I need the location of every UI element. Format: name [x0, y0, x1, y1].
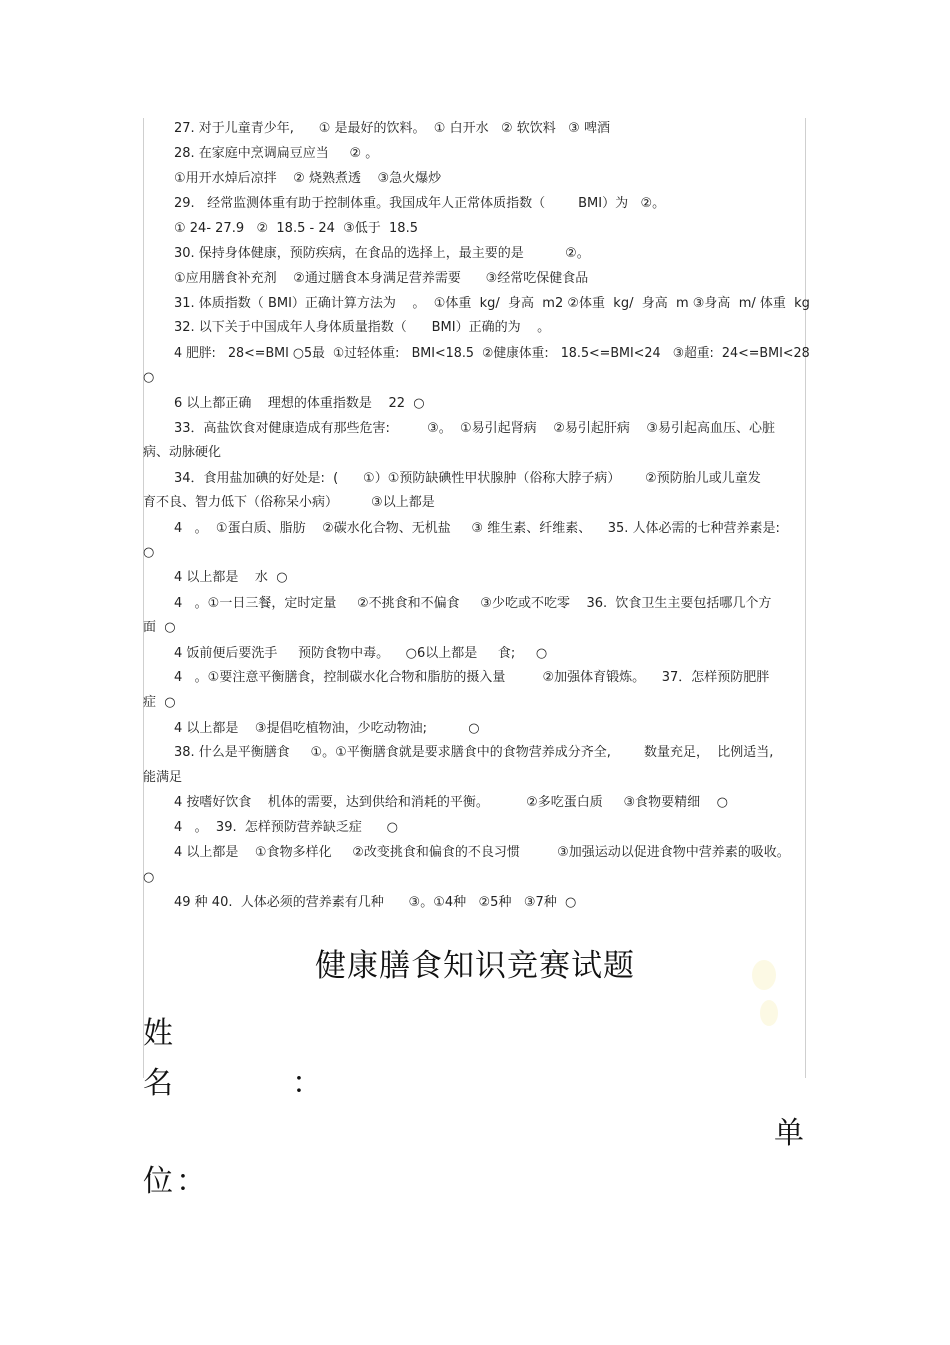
- text-line: 4 。 ①蛋白质、脂肪 ②碳水化合物、无机盐 ③ 维生素、纤维素、 35. 人体必需的七种营养素是:: [174, 521, 780, 536]
- text-line: ①用开水焯后凉拌 ② 烧熟煮透 ③急火爆炒: [174, 171, 442, 186]
- text-line: 27. 对于儿童青少年, ① 是最好的饮料。 ① 白开水 ② 软饮料 ③ 啤酒: [174, 121, 610, 136]
- text-line: 4 。 39. 怎样预防营养缺乏症 ○: [174, 820, 399, 835]
- text-line: 38. 什么是平衡膳食 ①。①平衡膳食就是要求膳食中的食物营养成分齐全, 数量充足， 比例适当,: [174, 745, 774, 760]
- text-line: 4 。①一日三餐，定时定量 ②不挑食和不偏食 ③少吃或不吃零 36. 饮食卫生主要包括哪几个方: [174, 596, 772, 611]
- text-line: 33．高盐饮食对健康造成有那些危害: ③。 ①易引起肾病 ②易引起肝病 ③易引起高血压、心脏: [174, 421, 776, 436]
- text-line: 能满足: [143, 770, 183, 785]
- text-line: 49 种 40. 人体必须的营养素有几种 ③。①4种 ②5种 ③7种 ○: [174, 895, 577, 910]
- text-line: 4 按嗜好饮食 机体的需要，达到供给和消耗的平衡。 ②多吃蛋白质 ③食物要精细 ○: [174, 795, 728, 810]
- text-line: 31. 体质指数（ BMI）正确计算方法为 。 ①体重 kg/ 身高 m2 ②体重 kg/ 身高 m ③身高 m/ 体重 kg: [174, 296, 810, 311]
- name-label-char-2: 名: [143, 1066, 173, 1101]
- name-label-char-1: 姓: [143, 1016, 173, 1051]
- decorative-blot: [760, 1000, 778, 1026]
- page-border-left: [143, 118, 144, 1078]
- text-line: 32. 以下关于中国成年人身体质量指数（ BMI）正确的为 。: [174, 320, 551, 335]
- text-line: 4 以上都是 ③提倡吃植物油，少吃动物油; ○: [174, 721, 480, 736]
- text-line: ○: [143, 545, 155, 560]
- text-line: ① 24- 27.9 ② 18.5 - 24 ③低于 18.5: [174, 221, 418, 236]
- text-line: ○: [143, 870, 155, 885]
- text-line: 4 以上都是 水 ○: [174, 570, 288, 585]
- text-line: 34．食用盐加碘的好处是: ( ①）①预防缺碘性甲状腺肿（俗称大脖子病） ②预防胎儿或儿童发: [174, 471, 761, 486]
- text-line: 29. 经常监测体重有助于控制体重。我国成年人正常体质指数（ BMI）为 ②。: [174, 196, 666, 211]
- unit-label-char-2: 位: [143, 1164, 173, 1199]
- text-line: 4 。①要注意平衡膳食，控制碳水化合物和脂肪的摄入量 ②加强体育锻炼。 37．怎样预防肥胖: [174, 670, 770, 685]
- name-label-colon: ：: [292, 1066, 322, 1101]
- unit-label-colon: ：: [176, 1164, 206, 1199]
- text-line: 6 以上都正确 理想的体重指数是 22 ○: [174, 396, 425, 411]
- text-line: 病、动脉硬化: [143, 445, 222, 460]
- text-line: 4 以上都是 ①食物多样化 ②改变挑食和偏食的不良习惯 ③加强运动以促进食物中营养素的吸收。: [174, 845, 790, 860]
- text-line: ○: [143, 370, 155, 385]
- page-border-right: [805, 118, 806, 1078]
- text-line: 28. 在家庭中烹调扁豆应当 ② 。: [174, 146, 379, 161]
- page-title: 健康膳食知识竞赛试题: [315, 948, 635, 984]
- text-line: 面 ○: [143, 620, 176, 635]
- text-line: 4 饭前便后要洗手 预防食物中毒。 ○6以上都是 食; ○: [174, 646, 548, 661]
- unit-label-char-1: 单: [774, 1116, 804, 1151]
- text-line: 30. 保持身体健康，预防疾病，在食品的选择上，最主要的是 ②。: [174, 246, 590, 261]
- text-line: 4 肥胖: 28<=BMI ○5最 ①过轻体重: BMI<18.5 ②健康体重: 18.5<=BMI<24 ③超重: 24<=BMI<28: [174, 346, 810, 361]
- text-line: 育不良、智力低下（俗称呆小病） ③以上都是: [143, 495, 435, 510]
- text-line: 症 ○: [143, 695, 176, 710]
- text-line: ①应用膳食补充剂 ②通过膳食本身满足营养需要 ③经常吃保健食品: [174, 271, 589, 286]
